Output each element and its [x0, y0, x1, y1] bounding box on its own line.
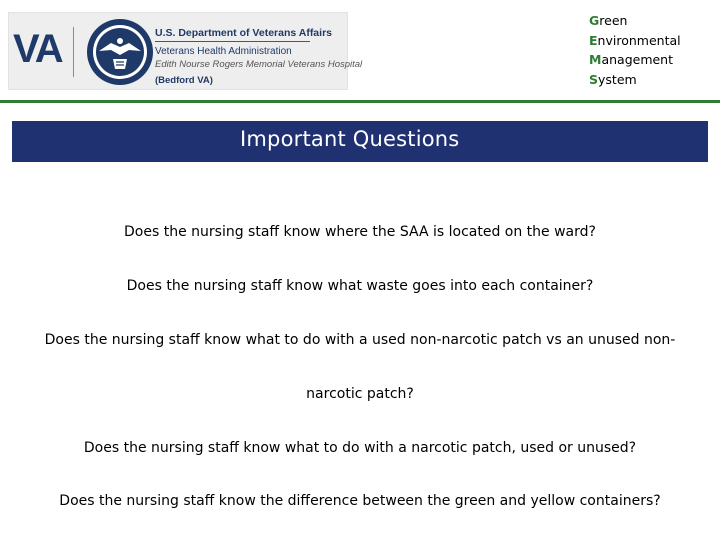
gems-line-green: Green — [589, 13, 628, 28]
question-item: Does the nursing staff know what to do with a narcotic patch, used or unused? — [83, 440, 637, 456]
question-item: Does the nursing staff know where the SAA is located on the ward? — [124, 224, 596, 240]
administration-name: Veterans Health Administration — [155, 46, 292, 57]
hospital-name: Edith Nourse Rogers Memorial Veterans Hospital — [155, 59, 363, 70]
gems-acronym — [589, 11, 681, 89]
question-item: Does the nursing staff know what to do with a used non-narcotic patch vs an unused non- — [44, 332, 676, 348]
department-rule — [155, 41, 310, 42]
department-name: U.S. Department of Veterans Affairs — [155, 27, 332, 39]
gems-line-management: Management — [589, 52, 674, 67]
gems-line-environmental: Environmental — [589, 32, 681, 48]
va-seal-icon — [85, 17, 155, 87]
question-item: Does the nursing staff know what waste goes into each container? — [126, 278, 594, 294]
va-logo-banner — [8, 12, 363, 90]
header-divider — [0, 100, 720, 103]
va-wordmark: VA — [13, 27, 62, 71]
gems-line-system: System — [589, 71, 637, 87]
title-banner — [12, 121, 708, 162]
page-title: Important Questions — [240, 127, 460, 151]
hospital-location: (Bedford VA) — [155, 75, 213, 86]
logo-divider — [73, 27, 74, 77]
question-item-continued: narcotic patch? — [306, 386, 414, 402]
question-item: Does the nursing staff know the difference between the green and yellow containers? — [59, 493, 661, 509]
